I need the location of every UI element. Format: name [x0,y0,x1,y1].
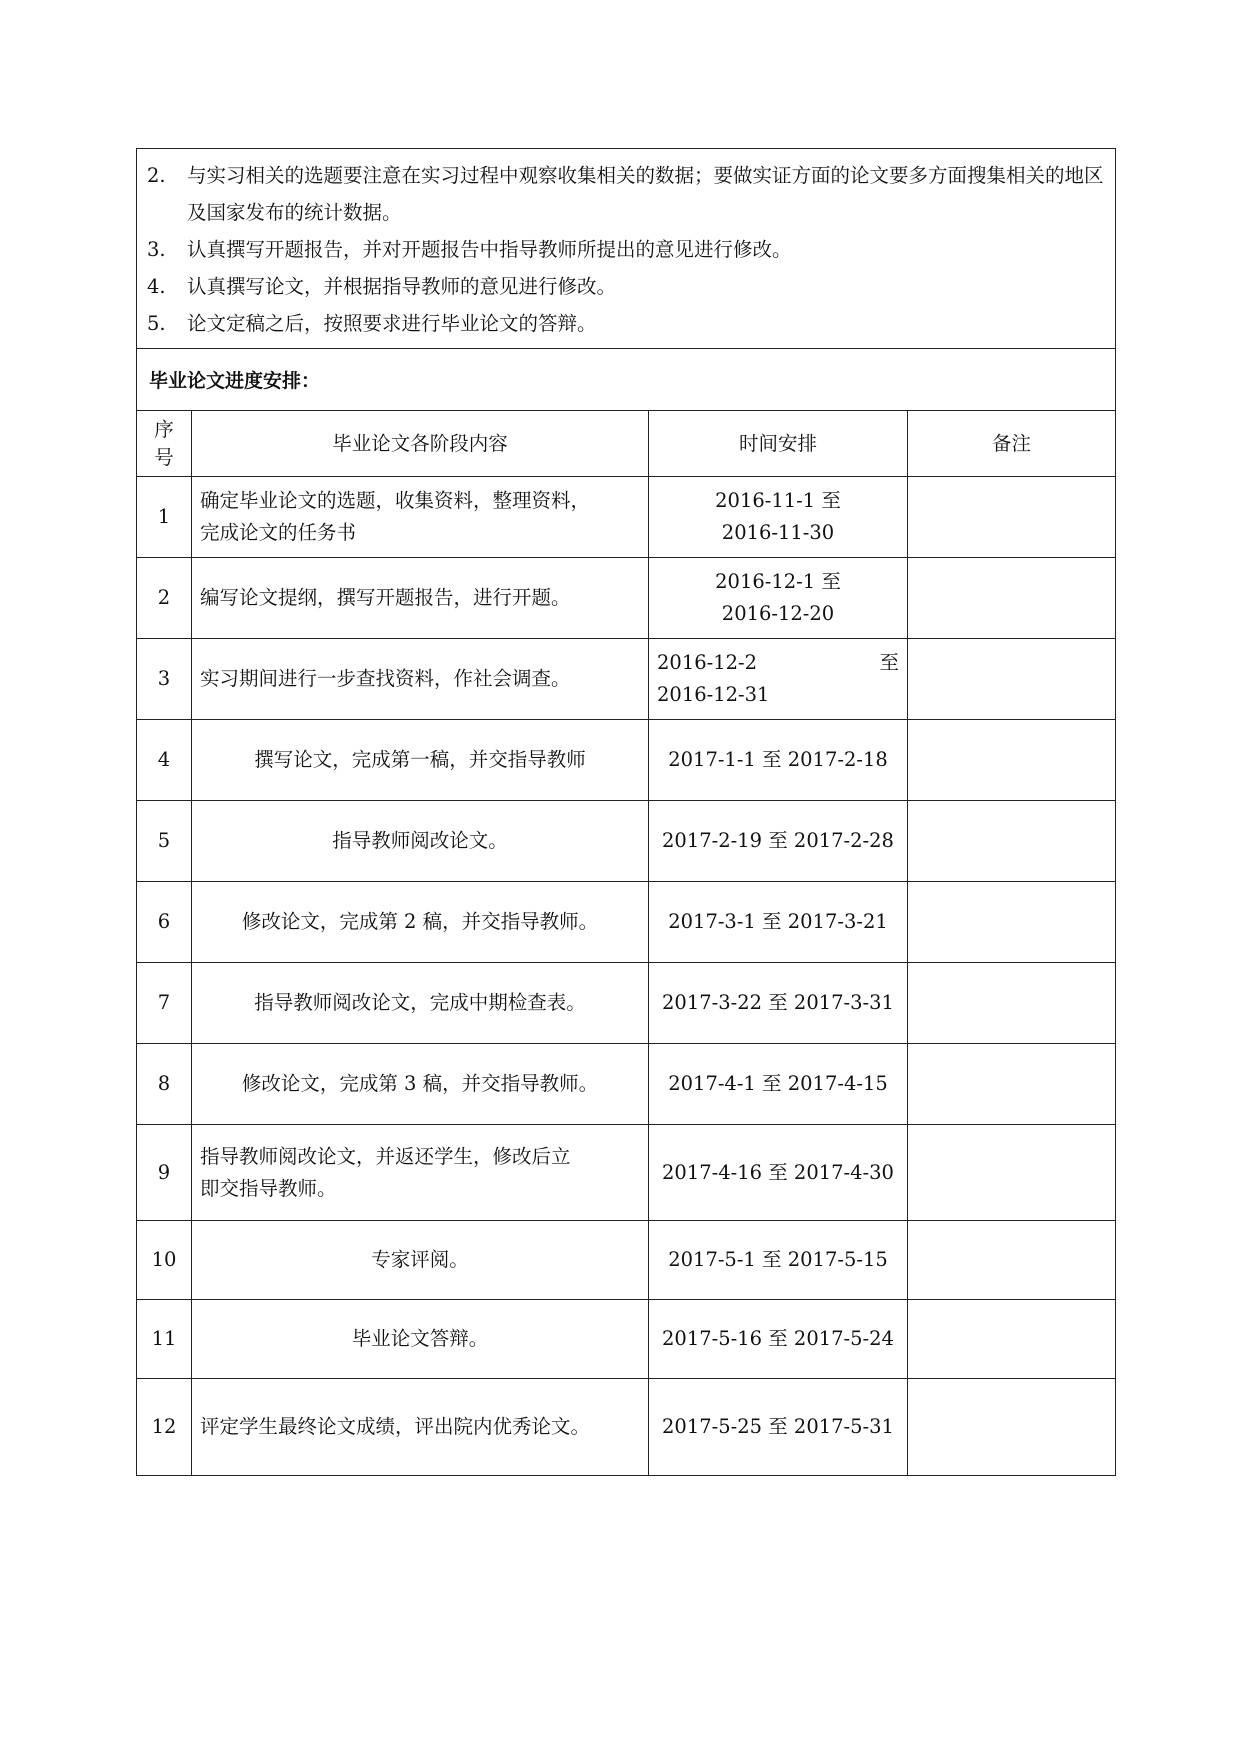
row-note [908,558,1116,639]
row-stage: 专家评阅。 [192,1221,649,1300]
requirement-number: 3. [147,238,166,261]
table-row [137,1379,1115,1475]
row-no: 3 [137,639,192,720]
schedule-table [137,410,1115,1475]
row-note [908,1044,1116,1125]
table-row [137,801,1115,882]
row-stage: 评定学生最终论文成绩，评出院内优秀论文。 [192,1379,649,1475]
row-time [649,558,908,639]
row-time: 2017-1-1 至 2017-2-18 [649,720,908,801]
requirement-number: 4. [147,275,166,298]
table-header-row [137,411,1115,477]
table-row [137,477,1115,558]
row-no: 4 [137,720,192,801]
header-time: 时间安排 [649,411,908,477]
row-note [908,1125,1116,1221]
header-no [137,411,192,477]
row-time-line: 2016-12-31 [657,683,770,706]
row-stage-line: 即交指导教师。 [200,1176,337,1200]
requirement-number: 2. [147,164,166,187]
row-time: 2017-2-19 至 2017-2-28 [649,801,908,882]
requirements-list [137,149,1115,348]
row-time: 2017-3-1 至 2017-3-21 [649,882,908,963]
row-stage: 编写论文提纲，撰写开题报告，进行开题。 [192,558,649,639]
row-no: 6 [137,882,192,963]
row-time [649,639,908,720]
row-stage [192,1125,649,1221]
row-no: 10 [137,1221,192,1300]
row-no: 5 [137,801,192,882]
row-time-line: 2016-12-1 至 [715,570,841,593]
requirement-text: 认真撰写开题报告，并对开题报告中指导教师所提出的意见进行修改。 [187,238,792,261]
table-row [137,1300,1115,1379]
row-stage: 修改论文，完成第 2 稿，并交指导教师。 [192,882,649,963]
row-stage: 指导教师阅改论文。 [192,801,649,882]
row-note [908,639,1116,720]
row-time-line: 2016-12-20 [721,602,835,625]
requirement-number: 5. [147,312,166,335]
schedule-title: 毕业论文进度安排： [137,348,1115,410]
row-no: 7 [137,963,192,1044]
row-no: 8 [137,1044,192,1125]
requirement-item [147,231,1107,268]
row-stage-line: 确定毕业论文的选题，收集资料，整理资料， [200,489,591,512]
table-row [137,558,1115,639]
row-time [649,477,908,558]
row-time-line: 2016-11-1 至 [715,489,841,512]
row-no: 2 [137,558,192,639]
row-note [908,1379,1116,1475]
row-time: 2017-5-25 至 2017-5-31 [649,1379,908,1475]
row-stage: 实习期间进行一步查找资料，作社会调查。 [192,639,649,720]
requirement-text: 论文定稿之后，按照要求进行毕业论文的答辩。 [187,312,597,335]
row-no: 1 [137,477,192,558]
table-row [137,639,1115,720]
row-stage: 修改论文，完成第 3 稿，并交指导教师。 [192,1044,649,1125]
row-no: 9 [137,1125,192,1221]
table-row [137,1125,1115,1221]
row-time: 2017-5-16 至 2017-5-24 [649,1300,908,1379]
row-stage-line: 指导教师阅改论文，并返还学生，修改后立 [200,1144,571,1168]
header-no-line: 号 [154,445,174,469]
requirement-item [147,268,1107,305]
row-note [908,477,1116,558]
row-note [908,882,1116,963]
header-stage: 毕业论文各阶段内容 [192,411,649,477]
row-note [908,1300,1116,1379]
header-no-line: 序 [154,417,174,441]
header-note: 备注 [908,411,1116,477]
table-row [137,882,1115,963]
row-stage-line: 完成论文的任务书 [200,521,357,544]
table-row [137,720,1115,801]
row-time-to: 至 [879,651,899,674]
requirement-item [147,305,1107,342]
table-row [137,1044,1115,1125]
row-time: 2017-5-1 至 2017-5-15 [649,1221,908,1300]
row-stage: 毕业论文答辩。 [192,1300,649,1379]
requirement-text: 与实习相关的选题要注意在实习过程中观察收集相关的数据；要做实证方面的论文要多方面搜集相关的地区及国家发布的统计数据。 [187,164,1104,224]
row-time-line [657,647,899,679]
row-note [908,801,1116,882]
table-row [137,1221,1115,1300]
row-time: 2017-4-1 至 2017-4-15 [649,1044,908,1125]
table-row [137,963,1115,1044]
row-stage: 撰写论文，完成第一稿，并交指导教师 [192,720,649,801]
row-time: 2017-4-16 至 2017-4-30 [649,1125,908,1221]
requirement-item [147,157,1107,231]
row-time-date: 2016-12-2 [657,651,758,674]
row-no: 11 [137,1300,192,1379]
row-note [908,1221,1116,1300]
requirement-text: 认真撰写论文，并根据指导教师的意见进行修改。 [187,275,617,298]
row-time-line: 2016-11-30 [721,521,835,544]
row-note [908,720,1116,801]
document-frame [136,148,1116,1476]
row-stage: 指导教师阅改论文，完成中期检查表。 [192,963,649,1044]
row-no: 12 [137,1379,192,1475]
row-note [908,963,1116,1044]
row-time: 2017-3-22 至 2017-3-31 [649,963,908,1044]
row-stage [192,477,649,558]
